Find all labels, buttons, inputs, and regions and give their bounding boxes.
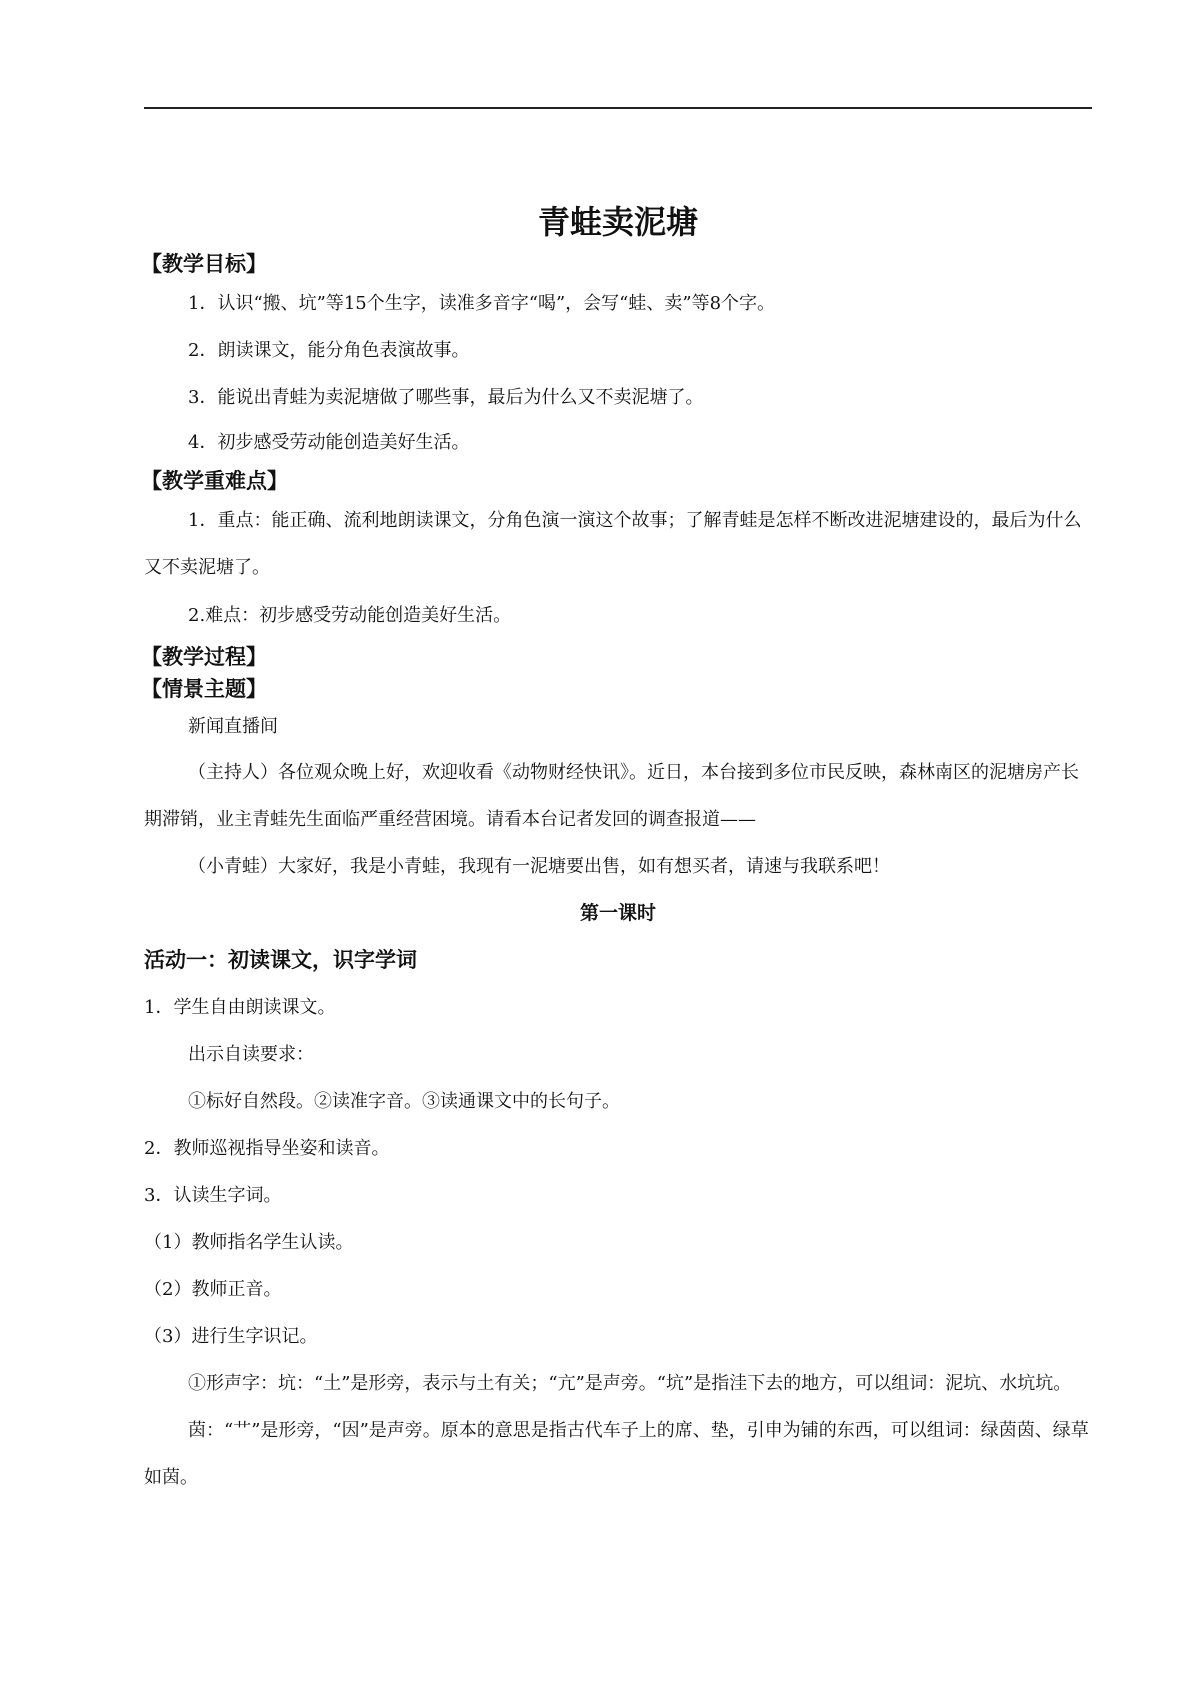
section-heading-scenario: 【情景主题】 <box>141 677 267 701</box>
section-heading-key-points: 【教学重难点】 <box>141 469 288 493</box>
goal-item: 1．认识“搬、坑”等15个生字，读准多音字“喝”，会写“蛙、卖”等8个字。 <box>188 293 776 314</box>
key-point-item: 1．重点：能正确、流利地朗读课文，分角色演一演这个故事；了解青蛙是怎样不断改进泥塘建设的，最后为什么又不卖泥塘了。 <box>144 510 1082 578</box>
section-heading-goals: 【教学目标】 <box>141 252 267 276</box>
scenario-frog-line: （小青蛙）大家好，我是小青蛙，我现有一泥塘要出售，如有想买者，请速与我联系吧！ <box>188 856 890 877</box>
step-item: 1．学生自由朗读课文。 <box>144 997 336 1018</box>
scenario-heading: 新闻直播间 <box>188 716 278 737</box>
goal-item: 2．朗读课文，能分角色表演故事。 <box>188 340 470 361</box>
activity-heading: 活动一：初读课文，识字学词 <box>144 948 417 972</box>
document-title: 青蛙卖泥塘 <box>537 203 698 241</box>
lesson-plan-document <box>141 198 1092 1501</box>
header-rule <box>144 107 1092 109</box>
step-text: 出示自读要求： <box>188 1044 314 1065</box>
lesson-period-heading: 第一课时 <box>579 902 656 924</box>
section-heading-process: 【教学过程】 <box>141 645 267 669</box>
sub-step-item: （3）进行生字识记。 <box>144 1326 318 1347</box>
goal-item: 3．能说出青蛙为卖泥塘做了哪些事，最后为什么又不卖泥塘了。 <box>188 387 704 408</box>
character-note: ①形声字：坑：“土”是形旁，表示与土有关；“亢”是声旁。“坑”是指洼下去的地方，可以组词：泥坑、水坑坑。 <box>188 1373 1072 1394</box>
scenario-host-line: （主持人）各位观众晚上好，欢迎收看《动物财经快讯》。近日，本台接到多位市民反映，森林南区的泥塘房产长期滞销，业主青蛙先生面临严重经营困境。请看本台记者发回的调查报道—— <box>144 762 1079 830</box>
key-point-item: 2.难点：初步感受劳动能创造美好生活。 <box>188 605 512 626</box>
step-item: 2．教师巡视指导坐姿和读音。 <box>144 1138 390 1159</box>
sub-step-item: （2）教师正音。 <box>144 1279 282 1300</box>
step-item: 3．认读生字词。 <box>144 1185 282 1206</box>
sub-step-item: （1）教师指名学生认读。 <box>144 1232 354 1253</box>
step-text: ①标好自然段。②读准字音。③读通课文中的长句子。 <box>188 1091 620 1112</box>
goal-item: 4．初步感受劳动能创造美好生活。 <box>188 432 470 453</box>
character-note: 茵：“艹”是形旁，“因”是声旁。原本的意思是指古代车子上的席、垫，引申为铺的东西，可以组词：绿茵茵、绿草如茵。 <box>144 1420 1089 1488</box>
